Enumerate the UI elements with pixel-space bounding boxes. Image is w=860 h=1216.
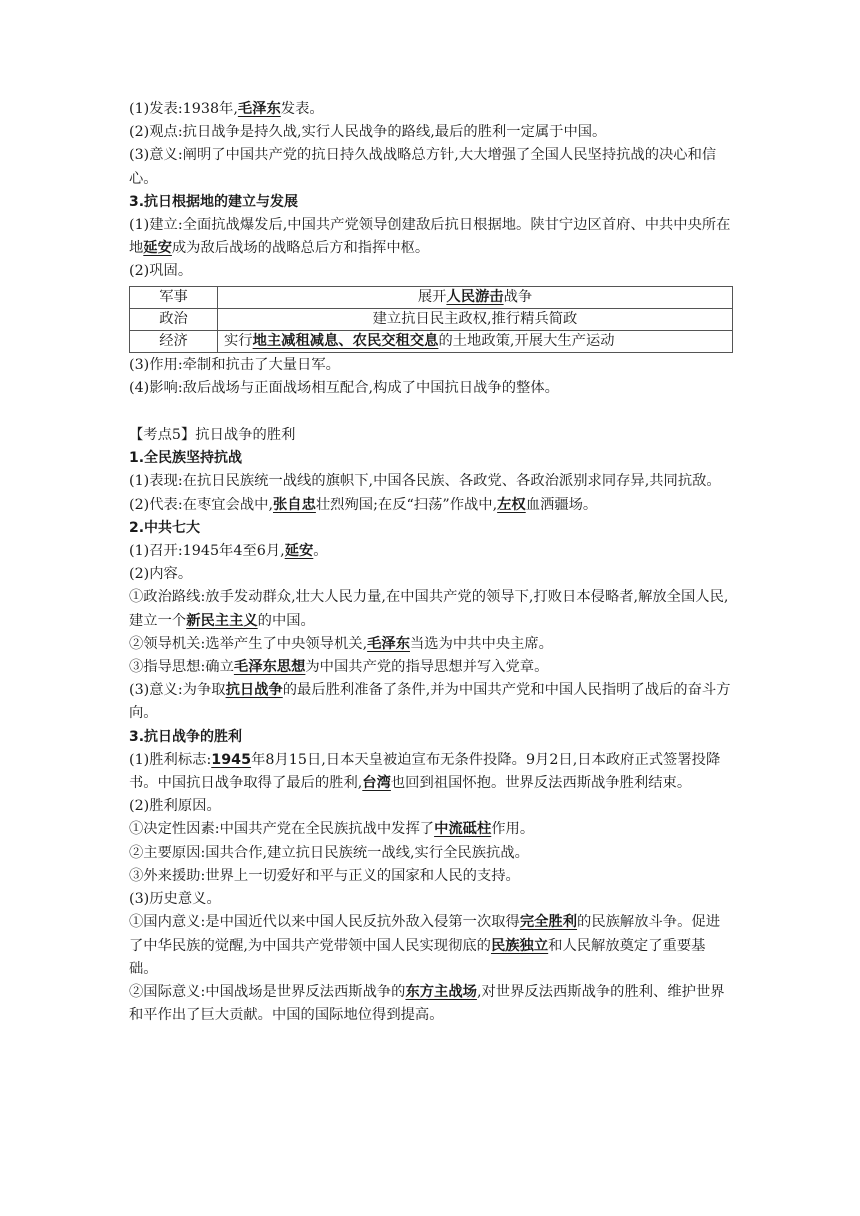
- paragraph: [129, 470, 733, 493]
- heading-whole-nation: 1.全民族坚持抗战: [129, 450, 243, 467]
- table-row-content: [218, 286, 733, 308]
- text-run: (2)巩固。: [129, 263, 193, 280]
- text-run: (4)影响:敌后战场与正面战场相互配合,构成了中国抗日战争的整体。: [129, 379, 559, 396]
- key-term: 抗日战争: [225, 682, 283, 699]
- text-run: (1)建立:全面抗战爆发后,中国共产党领导创建敌后抗日根据地。陕甘宁边区首府、中共中央所在地: [129, 217, 731, 257]
- heading-seventh-congress: 2.中共七大: [129, 519, 201, 536]
- key-term: 毛泽东: [367, 635, 411, 652]
- text-run: (1)召开:1945年4至6月,: [129, 543, 285, 560]
- text-run: (1)胜利标志:: [129, 751, 212, 768]
- key-term: 毛泽东: [237, 101, 281, 117]
- table-row: [130, 308, 733, 330]
- text-run: 和人民解放奠定了重要基础。: [129, 937, 706, 977]
- text-run: 作用。: [491, 821, 535, 838]
- text-run: 。: [313, 543, 328, 560]
- paragraph: [129, 98, 733, 121]
- table-row-label: 军事: [130, 286, 218, 308]
- section-seventh-congress: [129, 540, 733, 726]
- section-lasting-war: [129, 98, 733, 191]
- section-base-areas-intro: [129, 214, 733, 284]
- paragraph: [129, 354, 733, 377]
- text-run: 建立抗日民主政权,推行精兵简政: [372, 310, 578, 327]
- key-term: 中流砥柱: [434, 821, 492, 838]
- text-run: ②领导机关:选举产生了中央领导机关,: [129, 635, 368, 652]
- paragraph: [129, 679, 733, 725]
- key-term: 毛泽东思想: [233, 659, 306, 676]
- text-run: 也回到祖国怀抱。世界反法西斯战争胜利结束。: [390, 775, 692, 792]
- paragraph: [129, 795, 733, 818]
- paragraph: [129, 865, 733, 888]
- text-run: ①政治路线:放手发动群众,壮大人民力量,在中国共产党的领导下,打败日本侵略者,解放全国人民,建立一个: [129, 589, 729, 629]
- text-run: 血洒疆场。: [525, 496, 598, 513]
- paragraph: [129, 144, 733, 190]
- consolidation-table: [129, 286, 733, 353]
- paragraph: [129, 586, 733, 632]
- text-run: ①决定性因素:中国共产党在全民族抗战中发挥了: [129, 821, 435, 838]
- text-run: 的民族解放斗争。促进了中华民族的觉醒,为中国共产党带领中国人民实现彻底的: [129, 914, 720, 954]
- table-row-label: 经济: [130, 330, 218, 352]
- key-term: 新民主主义: [186, 612, 258, 629]
- kaodian-5-title: 【考点5】抗日战争的胜利: [129, 427, 296, 444]
- heading-victory: 3.抗日战争的胜利: [129, 728, 243, 745]
- table-row: [130, 330, 733, 352]
- text-run: (2)内容。: [129, 566, 193, 583]
- heading-base-areas: 3.抗日根据地的建立与发展: [129, 193, 299, 210]
- key-term: 1945: [211, 751, 252, 768]
- table-row-content: [218, 330, 733, 352]
- text-run: 为中国共产党的指导思想并写入党章。: [305, 659, 549, 676]
- text-run: (1)发表:1938年,: [129, 101, 238, 117]
- text-run: (1)表现:在抗日民族统一战线的旗帜下,中国各民族、各政党、各政治派别求同存异,共同抗敌。: [129, 473, 721, 490]
- text-run: (3)意义:为争取: [129, 682, 226, 699]
- paragraph: [129, 121, 733, 144]
- key-term: 延安: [284, 543, 314, 560]
- text-run: 的最后胜利准备了条件,并为中国共产党和中国人民指明了战后的奋斗方向。: [129, 682, 731, 722]
- table-row-label: 政治: [130, 308, 218, 330]
- text-run: 壮烈殉国;在反“扫荡”作战中,: [315, 496, 498, 513]
- key-term: 延安: [143, 240, 172, 257]
- text-run: 战争: [503, 288, 533, 305]
- text-run: (2)代表:在枣宜会战中,: [129, 496, 273, 513]
- key-term: 民族独立: [490, 937, 549, 954]
- document-page: [129, 98, 733, 1027]
- text-run: ,对世界反法西斯战争的胜利、维护世界和平作出了巨大贡献。中国的国际地位得到提高。: [129, 983, 725, 1024]
- text-run: 的土地政策,开展大生产运动: [438, 332, 615, 349]
- paragraph: [129, 633, 733, 656]
- key-term: 地主减租减息、农民交租交息: [252, 332, 439, 349]
- section-victory: [129, 749, 733, 1027]
- key-term: 左权: [497, 496, 526, 513]
- text-run: 实行: [224, 332, 253, 349]
- paragraph: [129, 260, 733, 283]
- text-run: 发表。: [280, 101, 324, 117]
- paragraph: [129, 842, 733, 865]
- table-row-content: [218, 308, 733, 330]
- text-run: ①国内意义:是中国近代以来中国人民反抗外敌入侵第一次取得: [129, 914, 520, 931]
- paragraph: [129, 494, 733, 517]
- text-run: 的中国。: [257, 612, 315, 629]
- paragraph: [129, 818, 733, 841]
- paragraph: [129, 540, 733, 563]
- text-run: ③指导思想:确立: [129, 659, 234, 676]
- paragraph: [129, 214, 733, 260]
- paragraph: [129, 888, 733, 911]
- text-run: 当选为中共中央主席。: [410, 635, 553, 652]
- text-run: (3)历史意义。: [129, 891, 221, 908]
- key-term: 完全胜利: [519, 914, 578, 931]
- text-run: ②主要原因:国共合作,建立抗日民族统一战线,实行全民族抗战。: [129, 844, 529, 861]
- text-run: (3)意义:阐明了中国共产党的抗日持久战战略总方针,大大增强了全国人民坚持抗战的决心和信心。: [129, 147, 717, 187]
- table-row: [130, 286, 733, 308]
- paragraph: [129, 377, 733, 400]
- paragraph: [129, 911, 733, 981]
- text-run: ③外来援助:世界上一切爱好和平与正义的国家和人民的支持。: [129, 867, 520, 884]
- key-term: 张自忠: [273, 496, 316, 513]
- key-term: 东方主战场: [405, 983, 477, 1000]
- paragraph: [129, 749, 733, 795]
- section-base-areas-effects: [129, 354, 733, 400]
- text-run: (2)胜利原因。: [129, 798, 221, 815]
- section-whole-nation: [129, 470, 733, 516]
- paragraph: [129, 563, 733, 586]
- text-run: 成为敌后战场的战略总后方和指挥中枢。: [171, 240, 430, 257]
- paragraph: [129, 656, 733, 679]
- paragraph: [129, 981, 733, 1027]
- text-run: (3)作用:牵制和抗击了大量日军。: [129, 356, 340, 373]
- text-run: 年8月15日,日本天皇被迫宣布无条件投降。9月2日,日本政府正式签署投降书。中国抗日战争取得了最后的胜利,: [129, 751, 721, 792]
- text-run: (2)观点:抗日战争是持久战,实行人民战争的路线,最后的胜利一定属于中国。: [129, 124, 607, 141]
- key-term: 台湾: [362, 775, 391, 792]
- text-run: 展开: [417, 288, 447, 305]
- key-term: 人民游击: [446, 288, 504, 305]
- text-run: ②国际意义:中国战场是世界反法西斯战争的: [129, 983, 406, 1000]
